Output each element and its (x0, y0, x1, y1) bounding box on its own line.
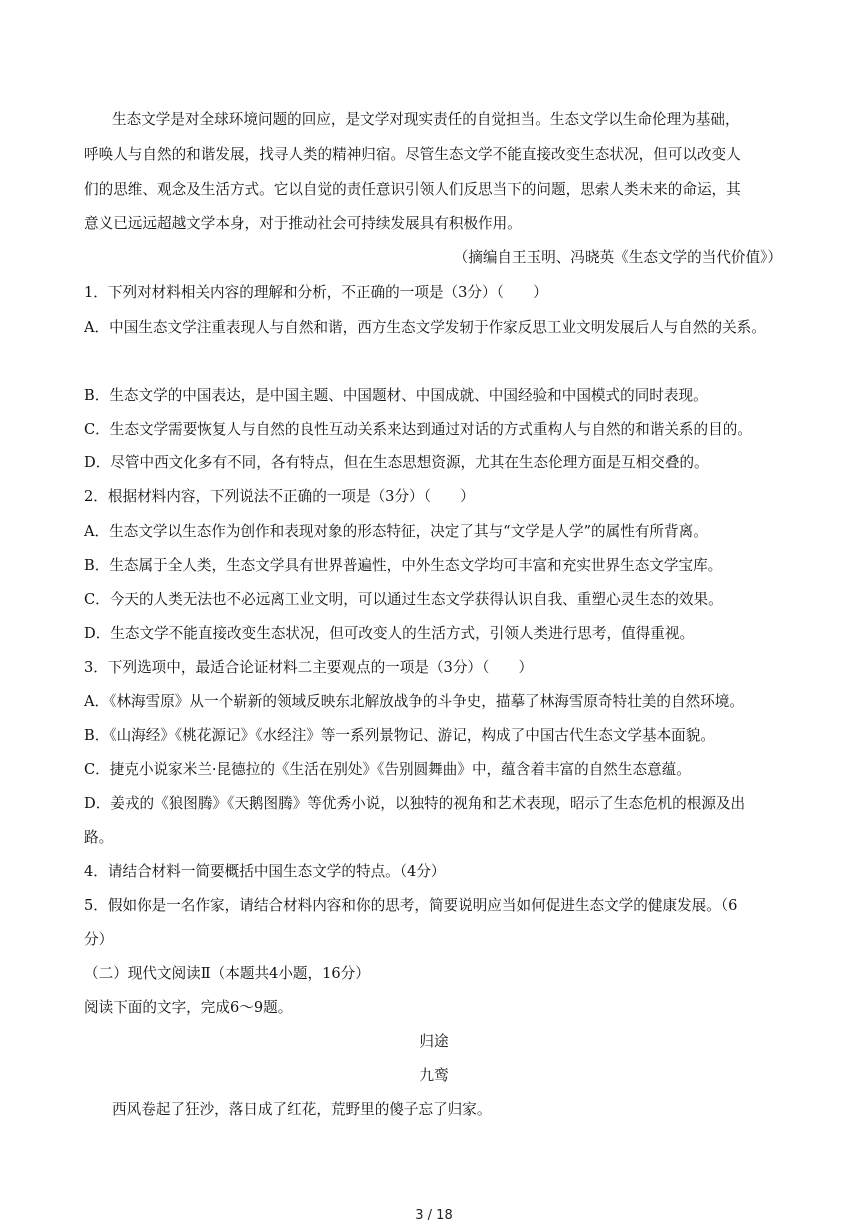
q3-option-d-line-2: 路。 (84, 829, 114, 846)
section-instruction: 阅读下面的文字，完成6～9题。 (84, 999, 293, 1016)
passage-line-3: 们的思维、观念及生活方式。它以自觉的责任意识引领人们反思当下的问题，思索人类未来的命运，其 (84, 181, 741, 198)
q2-option-c: C．今天的人类无法也不必远离工业文明，可以通过生态文学获得认识自我、重塑心灵生态的效果。 (84, 591, 723, 608)
q1-option-d: D．尽管中西文化多有不同，各有特点，但在生态思想资源，尤其在生态伦理方面是互相交叠的。 (84, 454, 709, 471)
q1-option-b: B．生态文学的中国表达，是中国主题、中国题材、中国成就、中国经验和中国模式的同时表现。 (84, 387, 708, 404)
story-author: 九鸾 (419, 1067, 449, 1084)
passage-line-4: 意义已远远超越文学本身，对于推动社会可持续发展具有积极作用。 (84, 215, 522, 232)
q2-stem: 2．根据材料内容，下列说法不正确的一项是（3分）（ ） (84, 488, 475, 505)
q3-option-c: C．捷克小说家米兰·昆德拉的《生活在别处》《告别圆舞曲》中，蕴含着丰富的自然生态意蕴。 (84, 761, 691, 778)
passage-line-1: 生态文学是对全球环境问题的回应，是文学对现实责任的自觉担当。生态文学以生命伦理为基础， (112, 111, 740, 128)
story-first-line: 西风卷起了狂沙，落日成了红花，荒野里的傻子忘了归家。 (112, 1101, 492, 1118)
q2-option-a: A．生态文学以生态作为创作和表现对象的形态特征，决定了其与“文学是人学”的属性有所背离。 (84, 523, 708, 540)
q2-option-b: B．生态属于全人类，生态文学具有世界普遍性，中外生态文学均可丰富和充实世界生态文学宝库。 (84, 557, 723, 574)
q5-stem-line-1: 5．假如你是一名作家，请结合材料内容和你的思考，简要说明应当如何促进生态文学的健康发展。（6 (84, 897, 738, 914)
q5-stem-line-2: 分） (84, 931, 114, 948)
passage-line-2: 呼唤人与自然的和谐发展，找寻人类的精神归宿。尽管生态文学不能直接改变生态状况，但可以改变人 (84, 146, 741, 163)
q1-stem: 1．下列对材料相关内容的理解和分析，不正确的一项是（3分）（ ） (84, 284, 548, 301)
q1-option-c: C．生态文学需要恢复人与自然的良性互动关系来达到通过对话的方式重构人与自然的和谐关系的目的。 (84, 421, 752, 438)
q3-option-b: B．《山海经》《桃花源记》《水经注》等一系列景物记、游记，构成了中国古代生态文学基本面貌。 (84, 727, 715, 744)
q2-option-d: D．生态文学不能直接改变生态状况，但可改变人的生活方式，引领人类进行思考，值得重视。 (84, 625, 695, 642)
q3-option-a: A．《林海雪原》从一个崭新的领域反映东北解放战争的斗争史，描摹了林海雪原奇特壮美的自然环境。 (84, 693, 744, 710)
passage-source: （摘编自王玉明、冯晓英《生态文学的当代价值》） (453, 249, 782, 266)
q1-option-a: A．中国生态文学注重表现人与自然和谐，西方生态文学发轫于作家反思工业文明发展后人与自然的关系。 (84, 319, 766, 336)
story-title: 归途 (419, 1033, 449, 1050)
page-number: 3 / 18 (415, 1208, 453, 1223)
q3-stem: 3．下列选项中，最适合论证材料二主要观点的一项是（3分）（ ） (84, 659, 534, 676)
q3-option-d-line-1: D．姜戎的《狼图腾》《天鹅图腾》等优秀小说，以独特的视角和艺术表现，昭示了生态危机的根源及出 (84, 795, 746, 812)
q4-stem: 4．请结合材料一简要概括中国生态文学的特点。（4分） (84, 863, 446, 880)
section-heading: （二）现代文阅读Ⅱ（本题共4小题，16分） (84, 965, 370, 982)
